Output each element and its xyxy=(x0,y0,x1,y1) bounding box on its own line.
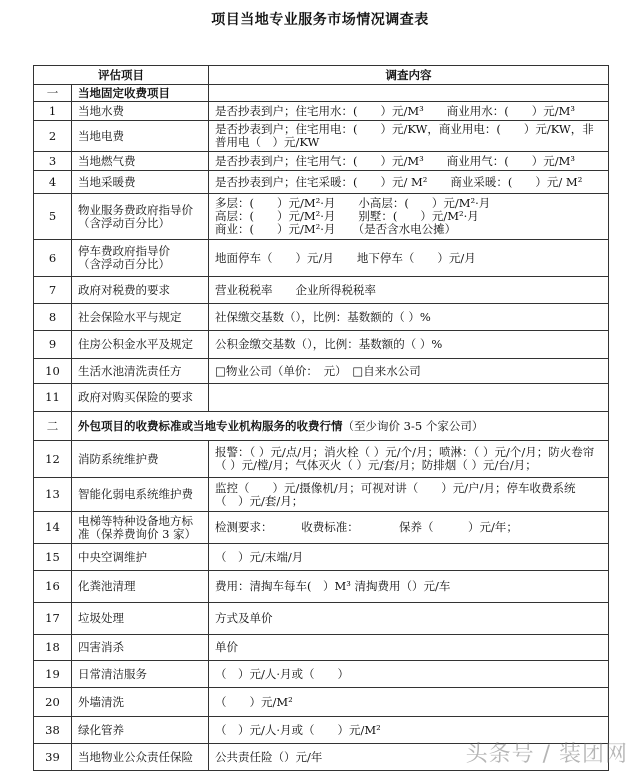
row-number: 7 xyxy=(34,277,72,304)
row-item: 当地采暖费 xyxy=(72,171,209,194)
row-number: 10 xyxy=(34,359,72,384)
row-number: 8 xyxy=(34,304,72,331)
table-row xyxy=(34,571,609,603)
section-label: 外包项目的收费标准或当地专业机构服务的收费行情 xyxy=(78,418,343,433)
row-content: 报警：（ ）元/点/月；消火栓（ ）元/个/月；喷淋：（ ）元/个/月；防火卷帘（ ）元/樘/月；气体灭火（ ）元/套/月；防排烟（ ）元/台/月； xyxy=(209,441,609,478)
row-number: 3 xyxy=(34,152,72,171)
table-header-row xyxy=(34,66,609,85)
row-item: 当地燃气费 xyxy=(72,152,209,171)
row-content: 社保缴交基数（），比例：基数额的（ ）% xyxy=(209,304,609,331)
table-row xyxy=(34,194,609,240)
row-content: 是否抄表到户；住宅用水：( ）元/M³ 商业用水：( ）元/M³ xyxy=(209,102,609,121)
row-content: （ ）元/末端/月 xyxy=(209,544,609,571)
table-row xyxy=(34,635,609,661)
table-row xyxy=(34,304,609,331)
table-row xyxy=(34,661,609,688)
row-item: 政府对购买保险的要求 xyxy=(72,384,209,412)
row-item: 垃圾处理 xyxy=(72,603,209,635)
row-content: （ ）元/人·月或（ ） xyxy=(209,661,609,688)
row-number: 16 xyxy=(34,571,72,603)
section-empty-cell xyxy=(209,85,609,102)
table-row xyxy=(34,441,609,478)
row-item: 电梯等特种设备地方标准（保养费询价 3 家） xyxy=(72,512,209,544)
table-row xyxy=(34,603,609,635)
table-row xyxy=(34,384,609,412)
row-content: （ ）元/人·月或（ ）元/M² xyxy=(209,717,609,744)
row-item: 日常清洁服务 xyxy=(72,661,209,688)
row-content: 公共责任险（）元/年 xyxy=(209,744,609,771)
row-item: 政府对税费的要求 xyxy=(72,277,209,304)
row-content: 营业税税率 企业所得税税率 xyxy=(209,277,609,304)
table-row xyxy=(34,171,609,194)
row-number: 4 xyxy=(34,171,72,194)
row-content: 单价 xyxy=(209,635,609,661)
row-content: 费用：清掏车每车( ）M³ 清掏费用（）元/车 xyxy=(209,571,609,603)
row-content: 地面停车（ ）元/月 地下停车（ ）元/月 xyxy=(209,240,609,277)
row-number: 38 xyxy=(34,717,72,744)
section-label: 当地固定收费项目 xyxy=(72,85,209,102)
section-note: （至少询价 3-5 个家公司） xyxy=(342,418,484,433)
row-number: 9 xyxy=(34,331,72,359)
row-content: 是否抄表到户；住宅用气：( ）元/M³ 商业用气：( ）元/M³ xyxy=(209,152,609,171)
section-label-cell xyxy=(72,412,609,441)
row-content: 公积金缴交基数（），比例：基数额的（ ）% xyxy=(209,331,609,359)
watermark: 头条号 / 装团网 xyxy=(465,742,628,767)
table-row xyxy=(34,544,609,571)
table-row xyxy=(34,277,609,304)
row-number: 13 xyxy=(34,478,72,512)
row-number: 11 xyxy=(34,384,72,412)
row-number: 14 xyxy=(34,512,72,544)
table-row xyxy=(34,152,609,171)
table-row xyxy=(34,512,609,544)
row-number: 20 xyxy=(34,688,72,717)
row-content: 方式及单价 xyxy=(209,603,609,635)
row-number: 5 xyxy=(34,194,72,240)
row-number: 39 xyxy=(34,744,72,771)
row-content: 多层：( ）元/M²·月 小高层：( ）元/M²·月 高层：( ）元/M²·月 别墅：( ）元/M²·月 商业：( ）元/M²·月 （是否含水电公摊） xyxy=(209,194,609,240)
row-content: 检测要求： 收费标准： 保养（ ）元/年； xyxy=(209,512,609,544)
row-content: □物业公司（单价： 元） □自来水公司 xyxy=(209,359,609,384)
row-item: 化粪池清理 xyxy=(72,571,209,603)
row-number: 12 xyxy=(34,441,72,478)
row-item: 物业服务费政府指导价 （含浮动百分比） xyxy=(72,194,209,240)
section-number: 一 xyxy=(34,85,72,102)
header-content: 调查内容 xyxy=(209,66,609,85)
row-item: 中央空调维护 xyxy=(72,544,209,571)
survey-table xyxy=(33,65,609,771)
table-row xyxy=(34,478,609,512)
row-content: 是否抄表到户；住宅用电：( ）元/KW，商业用电：( ）元/KW，非普用电（ ）元/KW xyxy=(209,121,609,152)
row-number: 2 xyxy=(34,121,72,152)
row-item: 四害消杀 xyxy=(72,635,209,661)
row-item: 当地物业公众责任保险 xyxy=(72,744,209,771)
section-number: 二 xyxy=(34,412,72,441)
row-number: 1 xyxy=(34,102,72,121)
table-row xyxy=(34,102,609,121)
row-content xyxy=(209,384,609,412)
section-row-1 xyxy=(34,85,609,102)
row-item: 住房公积金水平及规定 xyxy=(72,331,209,359)
table-row xyxy=(34,240,609,277)
row-item: 社会保险水平与规定 xyxy=(72,304,209,331)
row-item: 消防系统维护费 xyxy=(72,441,209,478)
row-item: 生活水池清洗责任方 xyxy=(72,359,209,384)
row-content: 是否抄表到户；住宅采暖：( ）元/ M² 商业采暖：( ）元/ M² xyxy=(209,171,609,194)
table-row xyxy=(34,331,609,359)
row-item: 停车费政府指导价 （含浮动百分比） xyxy=(72,240,209,277)
row-number: 17 xyxy=(34,603,72,635)
table-row xyxy=(34,688,609,717)
row-item: 外墙清洗 xyxy=(72,688,209,717)
table-row xyxy=(34,359,609,384)
row-item: 当地水费 xyxy=(72,102,209,121)
row-number: 6 xyxy=(34,240,72,277)
row-item: 绿化管养 xyxy=(72,717,209,744)
row-number: 15 xyxy=(34,544,72,571)
document-title: 项目当地专业服务市场情况调查表 xyxy=(211,12,429,28)
section-row-2 xyxy=(34,412,609,441)
row-item: 当地电费 xyxy=(72,121,209,152)
row-number: 19 xyxy=(34,661,72,688)
table-row xyxy=(34,121,609,152)
header-item: 评估项目 xyxy=(34,66,209,85)
row-item: 智能化弱电系统维护费 xyxy=(72,478,209,512)
row-content: （ ）元/M² xyxy=(209,688,609,717)
row-content: 监控（ ）元/摄像机/月；可视对讲（ ）元/户/月；停车收费系统（ ）元/套/月； xyxy=(209,478,609,512)
row-number: 18 xyxy=(34,635,72,661)
